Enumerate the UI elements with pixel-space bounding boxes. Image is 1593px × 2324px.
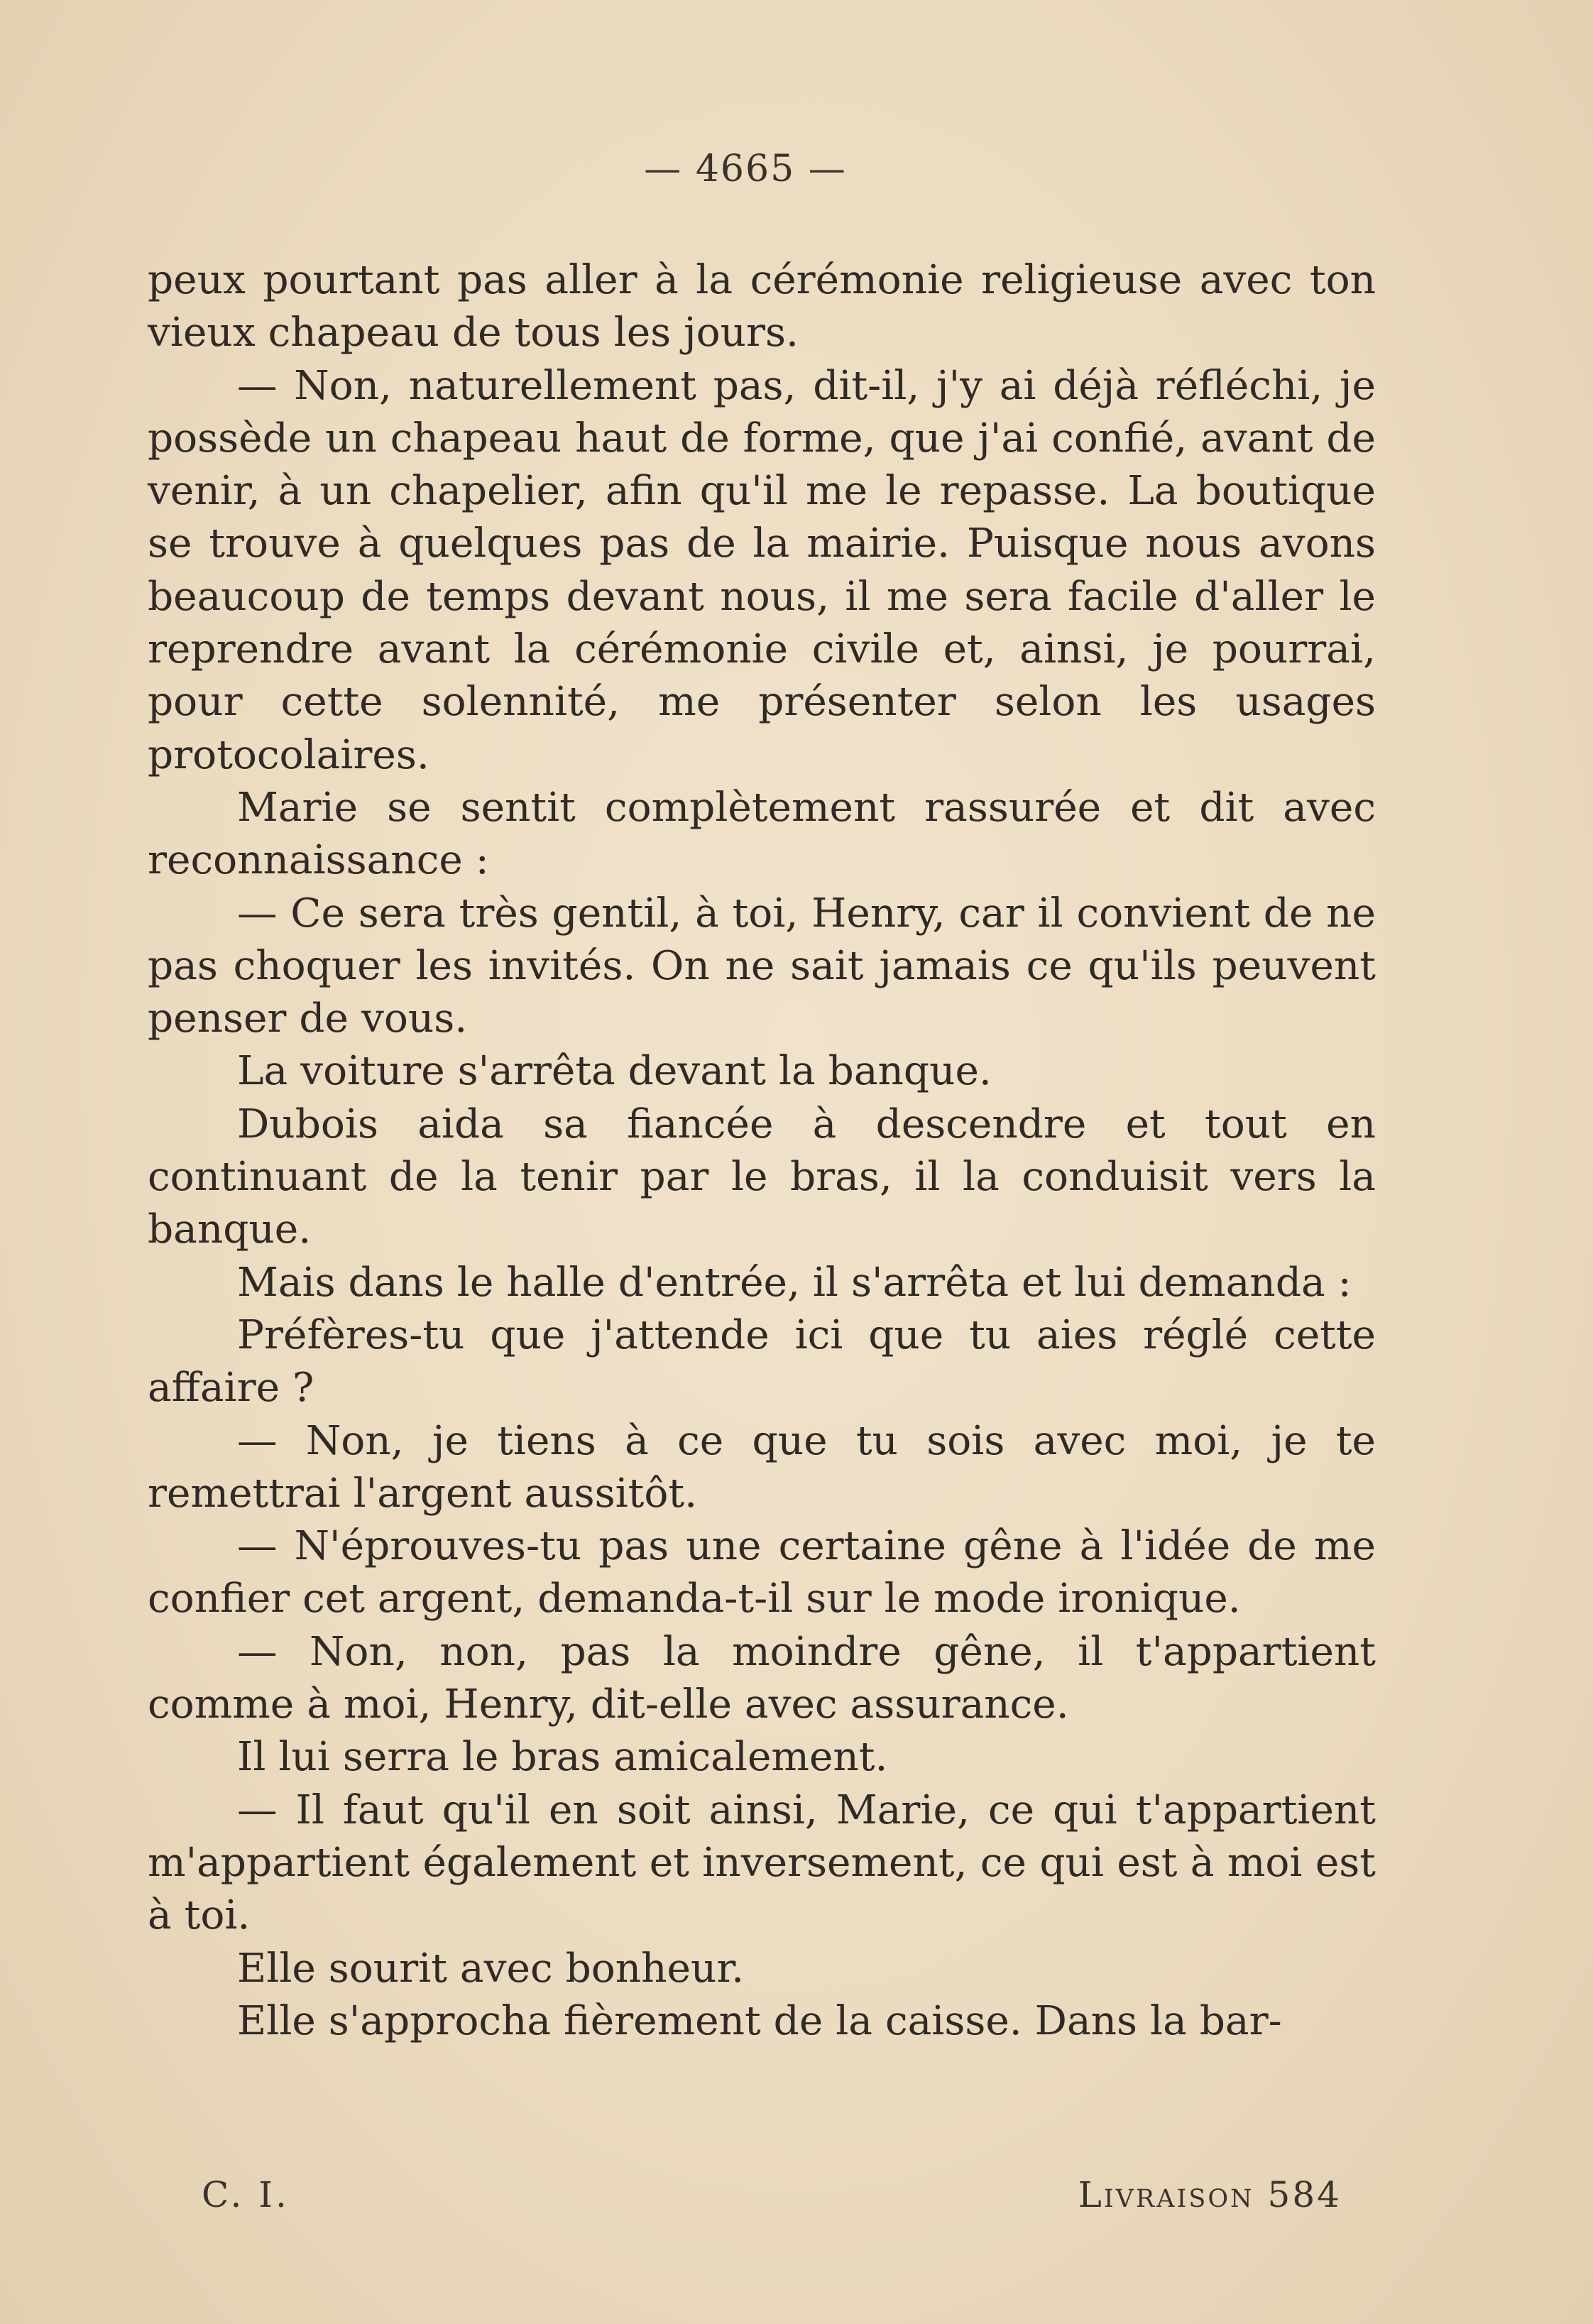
paragraph: — Non, naturellement pas, dit-il, j'y ai déjà réfléchi, je possède un chapeau haut de forme, que j'ai confié, avant de venir, à un chapelier, afin qu'il me le repasse. La boutique se trouve à quelques pas de la mairie. Puisque nous avons beaucoup de temps devant nous, il me sera facile d'aller le reprendre avant la cérémonie civile et, ainsi, je pourrai, pour cette solennité, me présenter selon les usages protocolaires.	[148, 362, 1376, 778]
body-text	[148, 254, 1376, 2048]
paragraph: — Il faut qu'il en soit ainsi, Marie, ce qui t'appartient m'appartient également et inversement, ce qui est à moi est à toi.	[148, 1786, 1376, 1939]
paragraph: Il lui serra le bras amicalement.	[237, 1734, 888, 1781]
paragraph: — N'éprouves-tu pas une certaine gêne à l'idée de me confier cet argent, demanda-t-il sur le mode ironique.	[148, 1523, 1376, 1622]
footer-signature: C. I.	[202, 2174, 290, 2215]
paragraph: Elle s'approcha fièrement de la caisse. Dans la bar-	[237, 1997, 1282, 2044]
paragraph: Dubois aida sa fiancée à descendre et tout en continuant de la tenir par le bras, il la conduisit vers la banque.	[148, 1101, 1376, 1253]
paragraph: Marie se sentit complètement rassurée et dit avec reconnaissance :	[148, 784, 1376, 884]
paragraph: — Non, non, pas la moindre gêne, il t'appartient comme à moi, Henry, dit-elle avec assurance.	[148, 1628, 1376, 1728]
paragraph: Elle sourit avec bonheur.	[237, 1945, 745, 1992]
paragraph: — Ce sera très gentil, à toi, Henry, car il convient de ne pas choquer les invités. On ne sait jamais ce qu'ils peuvent penser de vous.	[148, 890, 1376, 1042]
paragraph: Préfères-tu que j'attende ici que tu aies réglé cette affaire ?	[148, 1311, 1376, 1412]
page-number: — 4665 —	[644, 148, 847, 190]
paragraph: peux pourtant pas aller à la cérémonie religieuse avec ton vieux chapeau de tous les jours.	[148, 257, 1376, 356]
paragraph: — Non, je tiens à ce que tu sois avec moi, je te remettrai l'argent aussitôt.	[148, 1417, 1376, 1517]
footer-livraison: Livraison 584	[1078, 2174, 1342, 2215]
paragraph: Mais dans le halle d'entrée, il s'arrêta et lui demanda :	[237, 1259, 1352, 1306]
paragraph: La voiture s'arrêta devant la banque.	[237, 1048, 992, 1095]
